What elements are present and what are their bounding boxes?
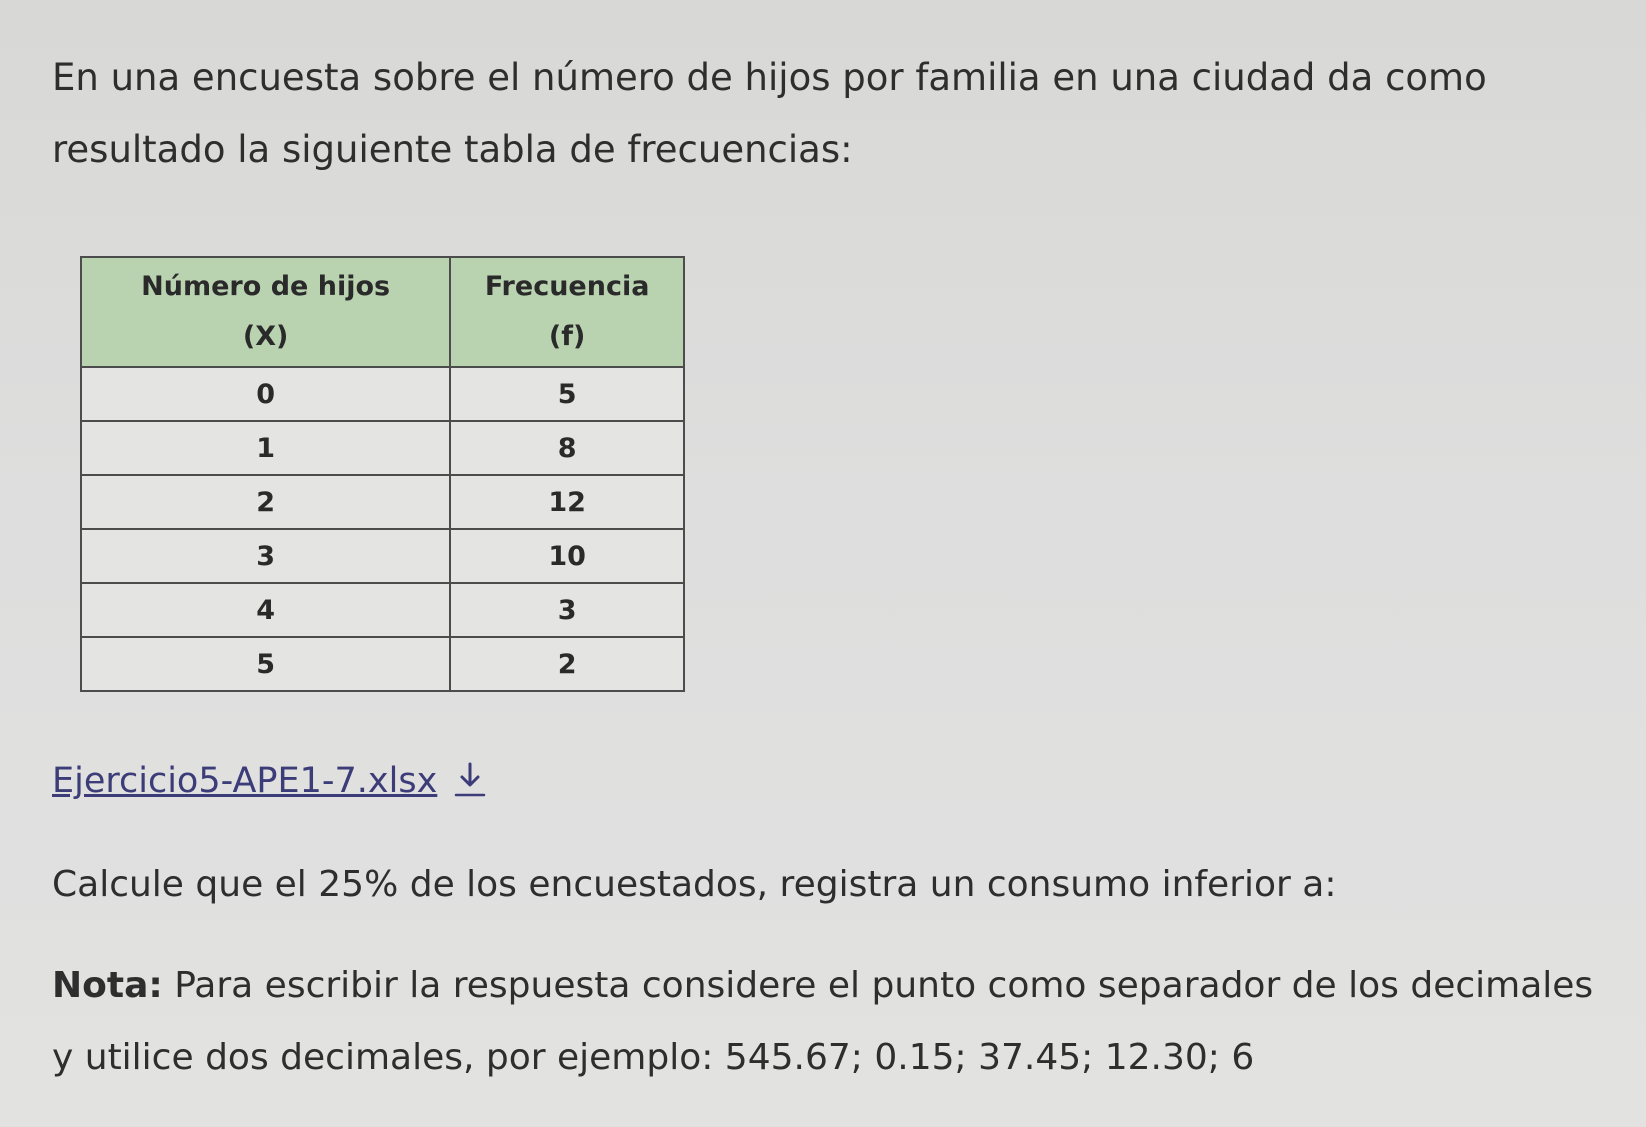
cell-x: 2 [81,475,450,529]
header-x-label: Número de hijos [141,271,391,302]
header-frequency [450,257,684,367]
note-label: Nota: [52,965,163,1006]
table-row [81,475,684,529]
cell-f: 2 [450,637,684,691]
cell-x: 0 [81,367,450,421]
intro-text: En una encuesta sobre el número de hijos por familia en una ciudad da como resultado la siguiente tabla de frecuencias: [52,56,1487,171]
download-icon[interactable] [453,760,487,800]
cell-f: 3 [450,583,684,637]
table-row [81,529,684,583]
frequency-table [80,256,685,692]
table-row [81,421,684,475]
cell-x: 4 [81,583,450,637]
cell-f: 8 [450,421,684,475]
header-number-of-children [81,257,450,367]
header-f-symbol: (f) [548,321,586,352]
attachment-link[interactable] [52,760,487,801]
cell-x: 3 [81,529,450,583]
cell-f: 12 [450,475,684,529]
table-row [81,367,684,421]
question-text: Calcule que el 25% de los encuestados, registra un consumo inferior a: [52,864,1337,905]
attachment-filename[interactable]: Ejercicio5-APE1-7.xlsx [52,761,438,801]
table-row [81,583,684,637]
note-body: Para escribir la respuesta considere el punto como separador de los decimales y utilice dos decimales, por ejemplo: 545.67; 0.15; 37.45; 12.30; 6 [52,965,1594,1078]
note-text [52,950,1612,1094]
cell-x: 5 [81,637,450,691]
header-f-label: Frecuencia [484,271,650,302]
cell-f: 10 [450,529,684,583]
cell-x: 1 [81,421,450,475]
table-row [81,637,684,691]
table-header-row [81,257,684,367]
header-x-symbol: (X) [242,321,289,352]
cell-f: 5 [450,367,684,421]
